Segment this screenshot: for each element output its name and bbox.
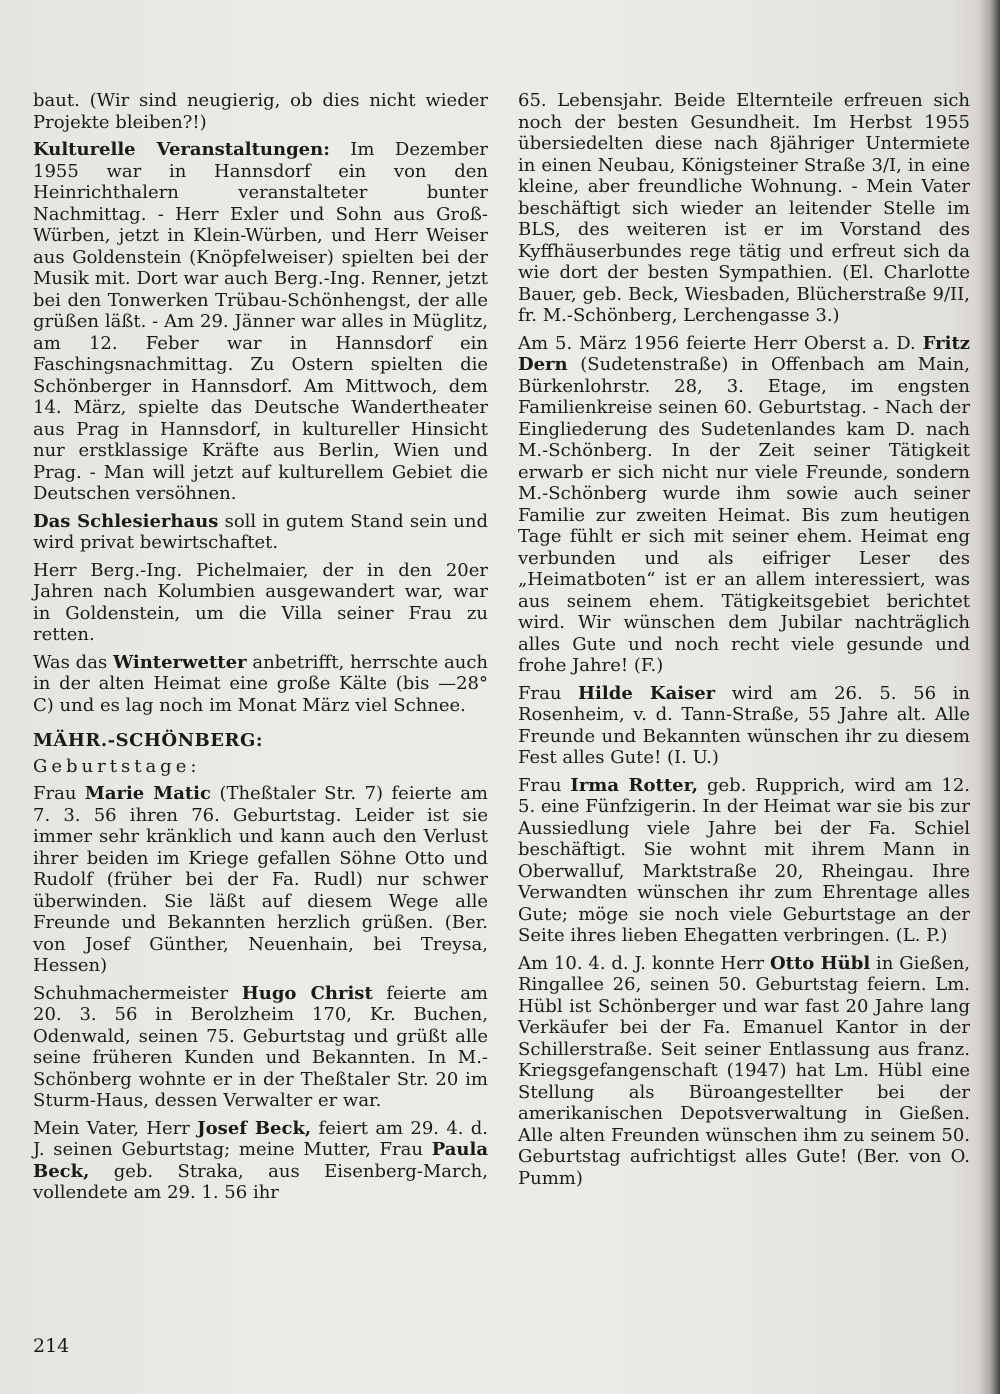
- paragraph-rotter: Frau Irma Rotter, geb. Rupprich, wird am 12. 5. eine Fünfzigerin. In der Heimat war sie bis zur Aussiedlung viele Jahre bei der Fa. Schiel beschäftigt. Sie wohnt mit ihrem Mann in Oberwalluf, Marktstraße 20, Rheingau. Ihre Verwandten wünschen ihr zum Ehrentage alles Gute; möge sie noch viele Geburtstage an der Seite ihres lieben Ehegatten verbringen. (L. P.): [518, 774, 970, 946]
- paragraph-kulturelle: Kulturelle Veranstaltungen: Im Dezember 1955 war in Hannsdorf ein von den Heinrichthalern veranstalteter bunter Nachmittag. - Herr Exler und Sohn aus Groß-Würben, jetzt in Klein-Würben, und Herr Weiser aus Goldenstein (Knöpfelweiser) spielten bei der Musik mit. Dort war auch Berg.-Ing. Renner, jetzt bei den Tonwerken Trübau-Schönhengst, der alle grüßen läßt. - Am 29. Jänner war alles in Müglitz, am 12. Feber war in Hannsdorf ein Faschingsnachmittag. Zu Ostern spielten die Schönberger in Hannsdorf. Am Mittwoch, dem 14. März, spielte das Deutsche Wandertheater aus Prag in Hannsdorf, in kultureller Hinsicht nur erstklassige Kräfte aus Berlin, Wien und Prag. - Man will jetzt auf kulturellem Gebiet die Deutschen versöhnen.: [33, 139, 488, 504]
- paragraph-dern: Am 5. März 1956 feierte Herr Oberst a. D. Fritz Dern (Sudetenstraße) in Offenbach am Main, Bürkenlohrstr. 28, 3. Etage, im engsten Familienkreise seinen 60. Geburtstag. - Nach der Eingliederung des Sudetenlandes kam D. nach M.-Schönberg. In der Zeit seiner Tätigkeit erwarb er sich nicht nur viele Freunde, sondern M.-Schönberg wurde ihm sowie auch seiner Familie zur zweiten Heimat. Bis zum heutigen Tage fühlt er sich mit seiner ehem. Heimat eng verbunden und als eifriger Leser des „Heimatboten“ ist er an allem interessiert, was aus seinem ehem. Tätigkeitsgebiet berichtet wird. Wir wünschen dem Jubilar nachträglich alles Gute und noch recht viele gesunde und frohe Jahre! (F.): [518, 332, 970, 676]
- paragraph-huebl: Am 10. 4. d. J. konnte Herr Otto Hübl in Gießen, Ringallee 26, seinen 50. Geburtstag feiern. Lm. Hübl ist Schönberger und war fast 20 Jahre lang Verkäufer bei der Fa. Emanuel Kantor in der Schillerstraße. Seit seiner Entlassung aus franz. Kriegsgefangenschaft (1947) hat Lm. Hübl eine Stellung als Büroangestellter bei der amerikanischen Depotsverwaltung in Gießen. Alle alten Freunden wünschen ihm zu seinem 50. Geburtstag aufrichtigst alles Gute! (Ber. von O. Pumm): [518, 952, 971, 1189]
- page-edge-shadow: [978, 0, 1000, 1394]
- paragraph-winterwetter: Was das Winterwetter anbetrifft, herrschte auch in der alten Heimat eine große Kälte (bis —28° C) und es lag noch im Monat März viel Schnee.: [33, 651, 488, 716]
- paragraph-kaiser: Frau Hilde Kaiser wird am 26. 5. 56 in Rosenheim, v. d. Tann-Straße, 55 Jahre alt. Alle Freunde und Bekannten wünschen ihr zu diesem Fest alles Gute! (I. U.): [518, 682, 971, 768]
- subsection-geburtstage: Geburtstage:: [33, 755, 201, 777]
- paragraph-beck-cont: 65. Lebensjahr. Beide Elternteile erfreuen sich noch der besten Gesundheit. Im Herbst 1955 übersiedelten diese nach 8jähriger Untermiete in einen Neubau, Königsteiner Straße 3/I, in eine kleine, aber freundliche Wohnung. - Mein Vater beschäftigt sich wieder an leitender Stelle im BLS, des weiteren ist er im Vorstand des Kyffhäuserbundes rege tätig und erfreut sich da wie dort der besten Sympathien. (El. Charlotte Bauer, geb. Beck, Wiesbaden, Blücherstraße 9/II, fr. M.-Schönberg, Lerchengasse 3.): [518, 90, 970, 326]
- paragraph-intro: baut. (Wir sind neugierig, ob dies nicht wieder Projekte bleiben?!): [33, 90, 488, 133]
- heading-schlesierhaus: Das Schlesierhaus: [33, 510, 219, 532]
- paragraph-pichelmaier: Herr Berg.-Ing. Pichelmaier, der in den 20er Jahren nach Kolumbien ausgewandert war, war in Goldenstein, um die Villa seiner Frau zu retten.: [33, 559, 488, 645]
- section-title: MÄHR.-SCHÖNBERG:: [33, 730, 263, 751]
- paragraph-beck: Mein Vater, Herr Josef Beck, feiert am 29. 4. d. J. seinen Geburtstag; meine Mutter, Frau Paula Beck, geb. Straka, aus Eisenberg-March, vollendete am 29. 1. 56 ihr: [33, 1117, 489, 1203]
- heading-kulturelle: Kulturelle Veranstaltungen:: [33, 139, 330, 160]
- paragraph-matic: Frau Marie Matic (Theßtaler Str. 7) feierte am 7. 3. 56 ihren 76. Geburtstag. Leider ist sie immer sehr kränklich und kann auch den Verlust ihrer beiden im Kriege gefallen Söhne Otto und Rudolf (früher bei der Fa. Rudl) nur schwer überwinden. Sie läßt auf diesem Wege alle Freunde und Bekannten herzlich grüßen. (Ber. von Josef Günther, Neuenhain, bei Treysa, Hessen): [33, 783, 488, 976]
- right-column: [518, 90, 970, 1195]
- paragraph-christ: Schuhmachermeister Hugo Christ feierte am 20. 3. 56 in Berolzheim 170, Kr. Buchen, Odenwald, seinen 75. Geburtstag und grüßt alle seine früheren Kunden und Bekannten. In M.-Schönberg wohnte er in der Theßtaler Str. 20 im Sturm-Haus, dessen Verwalter er war.: [33, 982, 488, 1111]
- page-number: 214: [33, 1335, 70, 1357]
- left-column: [33, 90, 488, 1210]
- paragraph-schlesierhaus: Das Schlesierhaus soll in gutem Stand sein und wird privat bewirtschaftet.: [33, 510, 488, 553]
